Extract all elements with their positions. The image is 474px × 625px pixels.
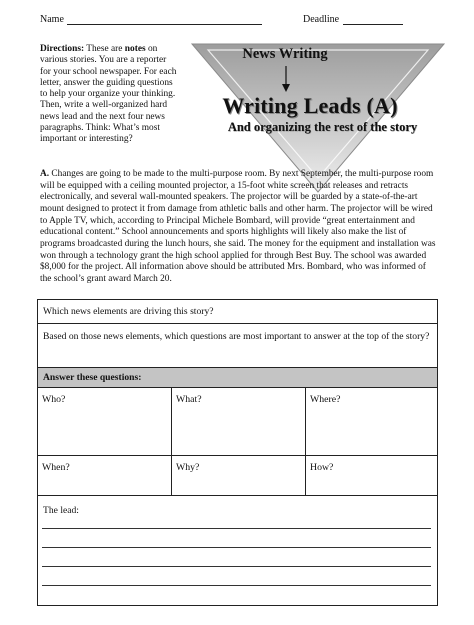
directions-notes: notes [124, 44, 146, 54]
answer-row-2 [38, 456, 437, 496]
when-label: When? [42, 462, 70, 473]
who-label: Who? [42, 394, 66, 405]
how-cell[interactable] [306, 456, 437, 495]
name-label: Name [40, 14, 64, 25]
worksheet-table [37, 299, 438, 606]
name-field[interactable] [67, 24, 262, 25]
why-label: Why? [176, 462, 200, 473]
why-cell[interactable] [172, 456, 306, 495]
how-label: How? [310, 462, 334, 473]
directions [40, 44, 178, 146]
answer-row-1 [38, 388, 437, 456]
where-label: Where? [310, 394, 341, 405]
story-letter: A. [40, 169, 50, 179]
question-top-questions: Based on those news elements, which questions are most important to answer at the top of the story? [43, 331, 430, 342]
lead-label: The lead: [43, 505, 79, 516]
question-row-top-questions[interactable] [38, 324, 437, 368]
page-title: Writing Leads (A) [222, 93, 398, 118]
story-text: Changes are going to be made to the multi-purpose room. By next September, the multi-purpose room will be equipped with a ceiling mounted projector, a 15-foot white screen that releases and retracts electronically, and several wall-mounted speakers. The projector will be guarded by a state-of-the-art mount designed to protect it from damage from athletic balls and other harm. The projector will be wired to Apple TV, which, according to Principal Michele Bombard, will provide “great entertainment and educational content.” School announcements and sports highlights will likely also make the list of programs broadcasted during the lunch hours, she said. The money for the equipment and installation was won through a technology grant the high school applied for through Best Buy. The school was awarded $8,000 for the project. All information above should be attributed Mrs. Bombard, who was informed of the school’s grant award March 20. [40, 169, 436, 284]
banner-kicker: News Writing [242, 46, 328, 62]
deadline-label: Deadline [303, 14, 340, 25]
question-row-elements[interactable] [38, 300, 437, 324]
answer-header-row [38, 368, 437, 388]
when-cell[interactable] [38, 456, 172, 495]
directions-lead: Directions: [40, 44, 85, 54]
what-label: What? [176, 394, 202, 405]
lead-line[interactable] [42, 566, 431, 567]
down-arrow-icon [281, 66, 291, 92]
directions-text-1: These are [84, 44, 125, 54]
what-cell[interactable] [172, 388, 306, 455]
deadline-field[interactable] [343, 24, 403, 25]
story-notes [40, 169, 436, 286]
directions-text-2: on various stories. You are a reporter for your school newspaper. For each letter, answer the guiding questions to help your organize your thinking. Then, write a well-organized hard news lead and the next four news paragraphs. Think: What’s most important or interesting? [40, 44, 177, 145]
page-subtitle: And organizing the rest of the story [227, 120, 418, 134]
where-cell[interactable] [306, 388, 437, 455]
lead-line[interactable] [42, 585, 431, 586]
who-cell[interactable] [38, 388, 172, 455]
lead-line[interactable] [42, 528, 431, 529]
answer-header: Answer these questions: [43, 372, 142, 383]
lead-section [38, 496, 437, 605]
lead-line[interactable] [42, 547, 431, 548]
question-elements: Which news elements are driving this story? [43, 306, 214, 317]
